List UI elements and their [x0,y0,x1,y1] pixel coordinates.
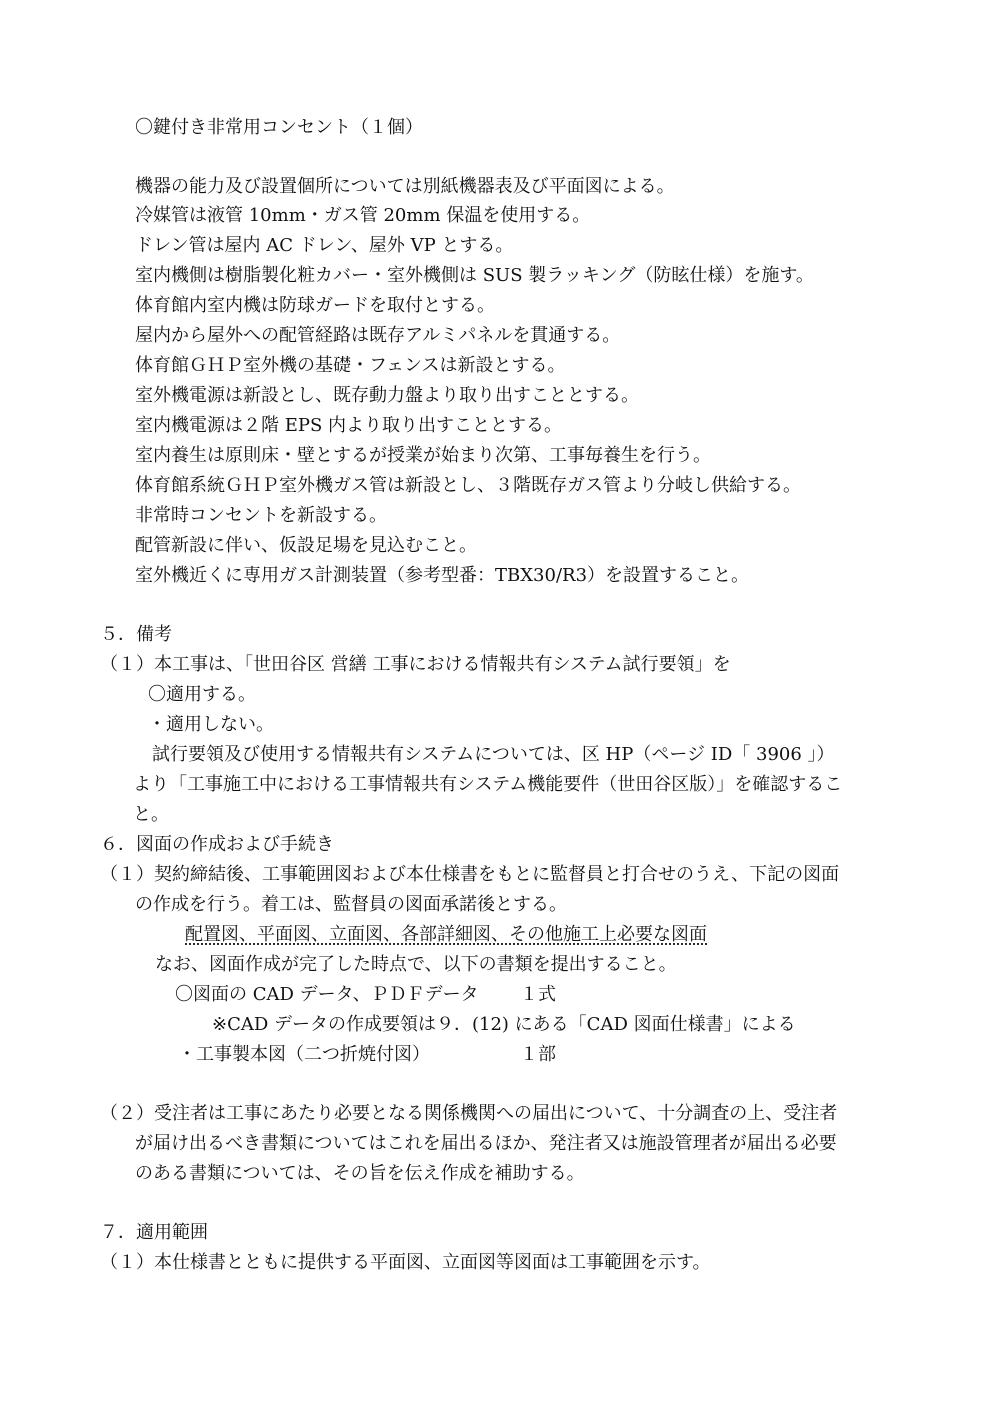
section-5-paragraph: と。 [133,804,169,825]
drawings-list: 配置図、平面図、立面図、各部詳細図、その他施工上必要な図面 [185,924,707,945]
section-heading: ６．図面の作成および手続き [100,834,334,855]
spec-note: 室外機電源は新設とし、既存動力盤より取り出すこととする。 [135,385,639,406]
deliverable-item: 〇図面の CAD データ、ＰＤＦデータ [175,984,479,1005]
deliverable-item: ・工事製本図（二つ折焼付図） [178,1044,430,1065]
spec-note: 非常時コンセントを新設する。 [135,505,387,526]
spec-note: 配管新設に伴い、仮設足場を見込むこと。 [135,535,477,556]
spec-note: 体育館系統ＧＨＰ室外機ガス管は新設とし、３階既存ガス管より分岐し供給する。 [135,475,801,496]
section-heading: ７．適用範囲 [100,1222,208,1243]
cad-note: ※CAD データの作成要領は９．(12) にある「CAD 図面仕様書」による [212,1014,796,1035]
option-apply: 〇適用する。 [148,684,256,705]
deliverable-quantity: １部 [520,1044,556,1065]
section-6-item-1: （１）契約締結後、工事範囲図および本仕様書をもとに監督員と打合せのうえ、下記の図面 [100,864,840,885]
spec-note: 室内機側は樹脂製化粧カバー・室外機側は SUS 製ラッキング（防眩仕様）を施す。 [135,265,814,286]
spec-note: 体育館内室内機は防球ガードを取付とする。 [135,295,495,316]
section-7-item-1: （１）本仕様書とともに提供する平面図、立面図等図面は工事範囲を示す。 [100,1252,711,1273]
deliverable-quantity: １式 [520,984,556,1005]
spec-note: 室内機電源は２階 EPS 内より取り出すこととする。 [135,415,563,436]
emergency-outlet-item: 〇鍵付き非常用コンセント（１個） [135,117,423,138]
spec-note: 機器の能力及び設置個所については別紙機器表及び平面図による。 [135,176,675,197]
spec-note: 冷媒管は液管 10mm・ガス管 20mm 保温を使用する。 [135,205,591,226]
section-5-paragraph: 試行要領及び使用する情報共有システムについては、区 HP（ページ ID「 3906 」） [152,744,835,765]
section-5-paragraph: より「工事施工中における工事情報共有システム機能要件（世田谷区版）」を確認するこ [133,774,843,795]
section-6-item-2: が届け出るべき書類についてはこれを届出るほか、発注者又は施設管理者が届出る必要 [135,1133,837,1154]
spec-note: 屋内から屋外への配管経路は既存アルミパネルを貫通する。 [135,325,621,346]
section-heading: ５．備考 [100,624,172,645]
submit-note: なお、図面作成が完了した時点で、以下の書類を提出すること。 [155,954,677,975]
section-5-item-1: （１）本工事は、「世田谷区 営繕 工事における情報共有システム試行要領」を [100,654,731,675]
spec-note: ドレン管は屋内 AC ドレン、屋外 VP とする。 [135,235,514,256]
spec-note: 体育館ＧＨＰ室外機の基礎・フェンスは新設とする。 [135,355,566,376]
spec-note: 室内養生は原則床・壁とするが授業が始まり次第、工事毎養生を行う。 [135,445,711,466]
section-6-item-2: （２）受注者は工事にあたり必要となる関係機関への届出について、十分調査の上、受注者 [100,1103,838,1124]
option-not-apply: ・適用しない。 [148,714,274,735]
section-6-item-1: の作成を行う。着工は、監督員の図面承諾後とする。 [135,894,567,915]
spec-note: 室外機近くに専用ガス計測装置（参考型番：TBX30/R3）を設置すること。 [135,565,750,586]
section-6-item-2: のある書類については、その旨を伝え作成を補助する。 [135,1163,585,1184]
